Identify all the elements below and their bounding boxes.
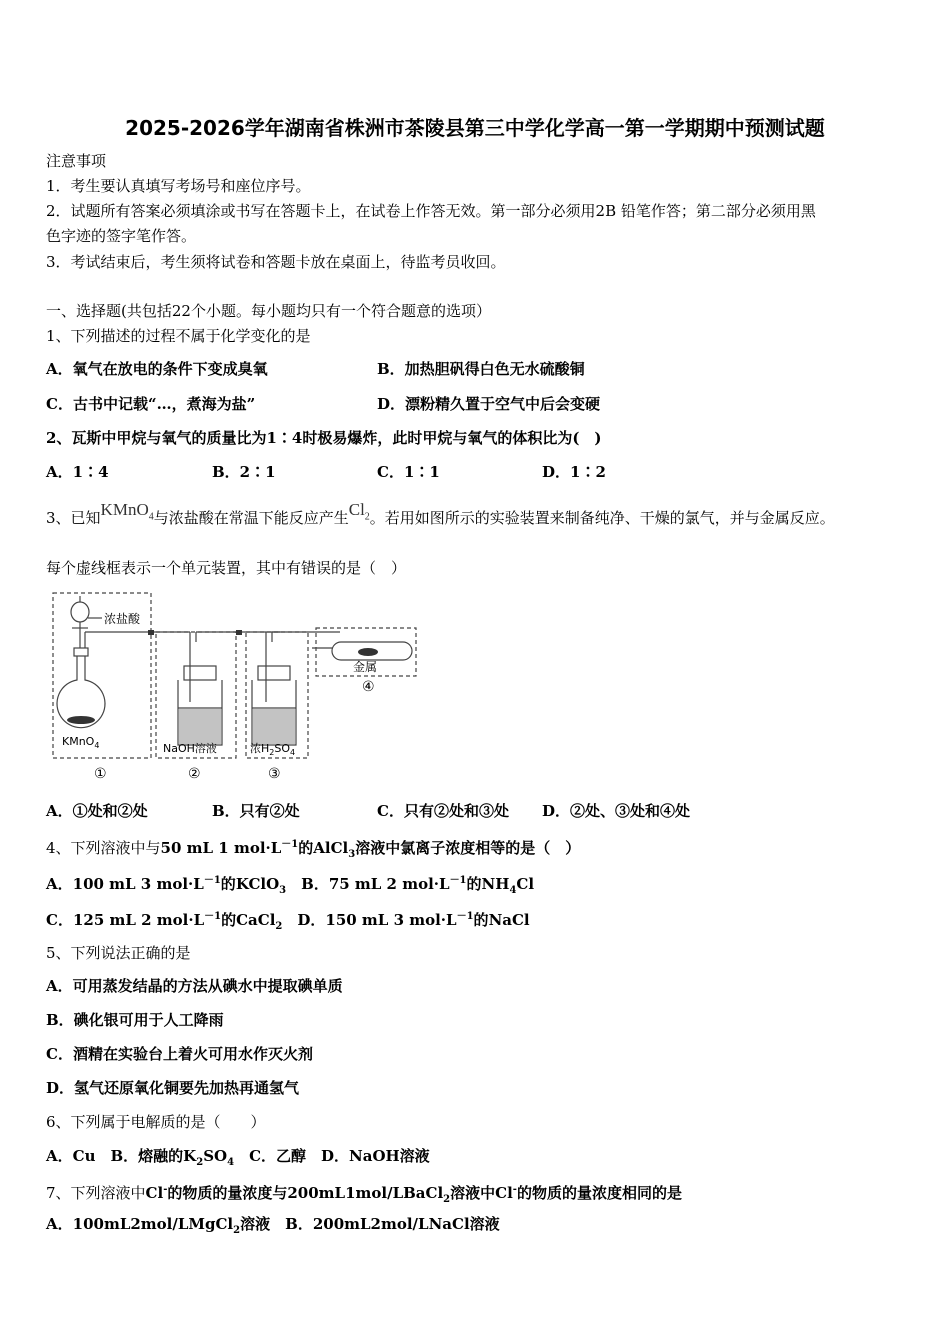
cl2-sub: 2 <box>364 511 370 523</box>
q4-stem-post: 溶液中氯离子浓度相等的是（ ） <box>355 839 581 857</box>
section-heading: 一、选择题(共包括22个小题。每小题均只有一个符合题意的选项） <box>46 302 491 320</box>
q5-option-b: B．碘化银可用于人工降雨 <box>46 1011 224 1029</box>
q4-c-sup: －1 <box>204 911 222 922</box>
q1-option-c: C．古书中记载“…，煮海为盐” <box>46 395 256 413</box>
q4-c1: C．125 mL 2 mol·L <box>46 911 205 929</box>
q2-option-b: B．2∶1 <box>212 463 276 481</box>
q4-d-sup: －1 <box>456 911 474 922</box>
q4-a3: KClO <box>235 875 280 893</box>
q3-stem <box>46 500 835 535</box>
q2-stem: 2、瓦斯中甲烷与氧气的质量比为1∶4时极易爆炸，此时甲烷与氧气的体积比为( ) <box>46 429 602 447</box>
label-naoh: NaOH溶液 <box>163 742 217 755</box>
notice-item-2: 2．试题所有答案必须填涂或书写在答题卡上，在试卷上作答无效。第一部分必须用2B 铅笔作答；第二部分必须用黑 <box>46 202 816 220</box>
q4-d3: NaCl <box>488 911 530 929</box>
q4-b2: 的 <box>466 875 482 893</box>
apparatus-figure <box>50 590 422 785</box>
q4-stem-mid3: AlCl <box>313 839 349 857</box>
kmno4-sub: 4 <box>148 511 154 523</box>
q6-stem: 6、下列属于电解质的是（ ） <box>46 1113 266 1131</box>
q4-stem-sup: －1 <box>281 839 299 850</box>
q5-option-a: A．可用蒸发结晶的方法从碘水中提取碘单质 <box>46 977 343 995</box>
q6-so: SO <box>203 1147 228 1165</box>
q4-a1: A．100 mL 3 mol·L <box>46 875 204 893</box>
q3-stem-pre: 3、已知 <box>46 509 101 527</box>
q6-opt-post: C．乙醇 D．NaOH溶液 <box>234 1147 430 1165</box>
q7-stem <box>46 1180 682 1210</box>
q6-opt-pre: A．Cu B．熔融的 <box>46 1147 184 1165</box>
unit-number-1: ① <box>94 766 107 782</box>
unit-number-3: ③ <box>268 766 281 782</box>
label-h2so4-post: SO <box>274 742 291 755</box>
q7-stem-mid: 的物质的量浓度与 <box>167 1184 288 1202</box>
q7-options <box>46 1214 500 1241</box>
q7-cl: Cl <box>145 1184 164 1202</box>
q4-b3-sub: 4 <box>509 885 517 896</box>
notice-heading: 注意事项 <box>46 152 107 170</box>
q5-option-d: D．氢气还原氧化铜要先加热再通氢气 <box>46 1079 300 1097</box>
q7-option-b: B．200mL2mol/LNaCl溶液 <box>285 1215 500 1233</box>
q4-d2: 的 <box>473 911 489 929</box>
q3-option-c: C．只有②处和③处 <box>377 802 509 820</box>
q3-stem-post: 。若用如图所示的实验装置来制备纯净、干燥的氯气，并与金属反应。 <box>369 509 835 527</box>
cl2-text: Cl <box>348 500 365 519</box>
q7-stem-mid2: 溶液中 <box>450 1184 496 1202</box>
q4-b4: Cl <box>516 875 535 893</box>
q4-options-ab <box>46 871 534 901</box>
q6-k-sub: 2 <box>196 1157 204 1168</box>
q4-c2: 的 <box>221 911 237 929</box>
q3-option-b: B．只有②处 <box>212 802 300 820</box>
label-kmno4 <box>62 735 99 750</box>
q4-stem-pre: 4、下列溶液中与 <box>46 839 161 857</box>
q4-options-cd <box>46 907 530 937</box>
label-metal: 金属 <box>353 660 378 674</box>
label-kmno4-text: KMnO <box>62 735 95 748</box>
notice-item-2-cont: 色字迹的签字笔作答。 <box>46 227 197 245</box>
q1-option-a: A．氧气在放电的条件下变成臭氧 <box>46 360 268 378</box>
q4-stem-mid1: 50 mL 1 mol·L <box>160 839 282 857</box>
q1-option-b: B．加热胆矾得白色无水硫酸铜 <box>377 360 585 378</box>
q4-a-sup: －1 <box>203 875 221 886</box>
q7-conc-sub: 2 <box>443 1194 451 1205</box>
metal-sample <box>358 648 378 656</box>
unit-number-2: ② <box>188 766 201 782</box>
label-kmno4-sub: 4 <box>94 741 100 750</box>
q4-c3-sub: 2 <box>275 921 283 932</box>
q7-conc: 200mL1mol/LBaCl <box>287 1184 444 1202</box>
q7-stem-post: 的物质的量浓度相同的是 <box>516 1184 682 1202</box>
q4-stem <box>46 835 580 865</box>
q7-a-post: 溶液 <box>240 1215 271 1233</box>
q1-stem: 1、下列描述的过程不属于化学变化的是 <box>46 327 311 345</box>
q7-cl-2: Cl <box>495 1184 513 1202</box>
q7-a-sub: 2 <box>233 1225 241 1236</box>
cl2-formula <box>348 500 370 523</box>
q2-option-d: D．1∶2 <box>542 463 606 481</box>
q6-so-sub: 4 <box>227 1157 235 1168</box>
q6-k: K <box>183 1147 197 1165</box>
q4-a3-sub: 3 <box>279 885 287 896</box>
q4-b3: NH <box>481 875 510 893</box>
q4-stem-mid2: 的 <box>298 839 314 857</box>
q4-stem-sub: 3 <box>348 849 356 860</box>
label-h2so4-sub: 2 <box>269 748 275 757</box>
q3-stem-mid: 与浓盐酸在常温下能反应产生 <box>153 509 349 527</box>
q1-option-d: D．漂粉精久置于空气中后会变硬 <box>377 395 601 413</box>
q7-a-pre: A．100mL2mol/LMgCl <box>46 1215 234 1233</box>
notice-item-3: 3．考试结束后，考生须将试卷和答题卡放在桌面上，待监考员收回。 <box>46 253 506 271</box>
q4-b-sup: －1 <box>449 875 467 886</box>
label-h2so4-sub2: 4 <box>290 748 296 757</box>
q2-option-a: A．1∶4 <box>46 463 109 481</box>
page-title: 2025-2026学年湖南省株洲市茶陵县第三中学化学高一第一学期期中预测试题 <box>125 116 825 140</box>
kmno4-formula <box>100 500 154 523</box>
q4-c3: CaCl <box>236 911 276 929</box>
q3-option-a: A．①处和②处 <box>46 802 148 820</box>
q6-options <box>46 1146 430 1173</box>
q5-stem: 5、下列说法正确的是 <box>46 944 191 962</box>
label-h2so4-pre: 浓H <box>250 742 270 755</box>
q3-option-d: D．②处、③处和④处 <box>542 802 691 820</box>
q2-option-c: C．1∶1 <box>377 463 440 481</box>
q7-cl-minus: - <box>163 1184 168 1195</box>
kmno4-solid <box>67 716 95 724</box>
q7-stem-pre: 7、下列溶液中 <box>46 1184 146 1202</box>
q4-a2: 的 <box>220 875 236 893</box>
q3-stem-line2: 每个虚线框表示一个单元装置，其中有错误的是（ ） <box>46 559 407 577</box>
q7-cl-minus-2: - <box>512 1184 517 1195</box>
q4-b1: B．75 mL 2 mol·L <box>301 875 450 893</box>
notice-item-1: 1．考生要认真填写考场号和座位序号。 <box>46 177 311 195</box>
label-hcl: 浓盐酸 <box>104 612 141 626</box>
kmno4-text: KMnO <box>100 500 149 519</box>
unit-number-4: ④ <box>362 679 375 695</box>
q4-d1: D．150 mL 3 mol·L <box>297 911 457 929</box>
q5-option-c: C．酒精在实验台上着火可用水作灭火剂 <box>46 1045 313 1063</box>
